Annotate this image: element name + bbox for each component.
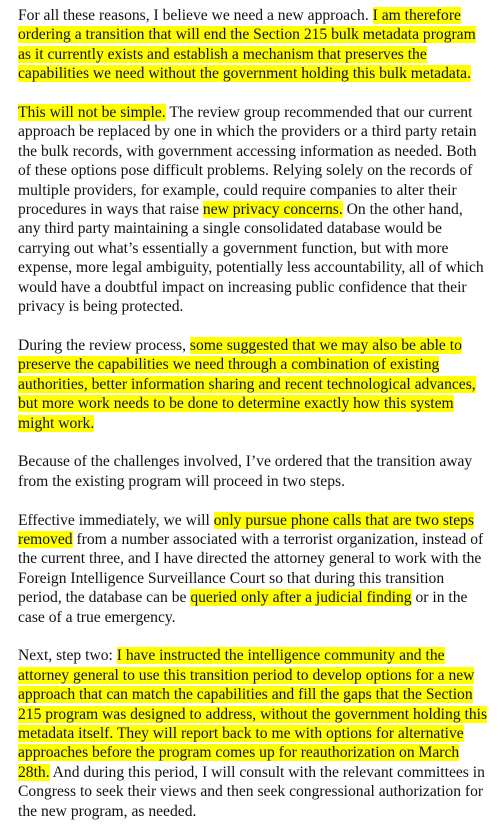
text-run: or in the case of a true emergency.: [18, 589, 468, 626]
highlighted-text: This will not be simple.: [18, 104, 166, 122]
document-body: [18, 6, 488, 840]
text-run: Effective immediately, we will: [18, 511, 214, 529]
highlighted-text: new privacy concerns.: [202, 201, 343, 219]
highlighted-text: I have instructed the intelligence community and the attorney general to use this transition period to develop options for a new approach that can match the capabilities and fill the gaps that the Section 215 program was designed to address, without the government holding this metadata itself. They will report back to me with options for alternative approaches before the program comes up for reauthorization on March 28th.: [18, 647, 488, 781]
paragraph-1: [18, 6, 488, 84]
text-run: Because of the challenges involved, I’ve ordered that the transition away from the existing program will proceed in two steps.: [18, 453, 473, 490]
highlighted-text: queried only after a judicial finding: [190, 589, 412, 607]
text-run: On the other hand, any third party maintaining a single consolidated database would be carrying out what’s essentially a government function, but with more expense, more legal ambiguity, potentially less accountability, all of which would have a doubtful impact on increasing public confidence that their privacy is being protected.: [18, 201, 484, 316]
text-run: Next, step two:: [18, 647, 117, 665]
highlighted-text: I am therefore ordering a transition that will end the Section 215 bulk metadata program as it currently exists and establish a mechanism that preserves the capabilities we need without the government holding this bulk metadata.: [18, 7, 476, 83]
paragraph-3: [18, 336, 488, 433]
paragraph-2: [18, 103, 488, 316]
text-run: During the review process,: [18, 336, 190, 354]
paragraph-5: [18, 511, 488, 627]
paragraph-4: [18, 452, 488, 491]
text-run: The review group recommended that our current approach be replaced by one in which the providers or a third party retain the bulk records, with government accessing information as needed. Both of these options pose difficult problems. Relying solely on the records of multiple providers, for example, could require companies to alter their procedures in ways that raise: [18, 104, 477, 219]
text-run: from a number associated with a terrorist organization, instead of the current three, and I have directed the attorney general to work with the Foreign Intelligence Surveillance Court so that during this transition period, the database can be: [18, 530, 484, 607]
paragraph-6: [18, 646, 488, 821]
text-run: For all these reasons, I believe we need a new approach.: [18, 7, 373, 24]
highlighted-text: only pursue phone calls that are two steps removed: [18, 511, 475, 548]
highlighted-text: some suggested that we may also be able to preserve the capabilities we need through a combination of existing authorities, better information sharing and recent technological advances, but more work needs to be done to determine exactly how this system might work.: [18, 336, 476, 432]
text-run: And during this period, I will consult with the relevant committees in Congress to seek their views and then seek congressional authorization for the new program, as needed.: [18, 763, 485, 820]
